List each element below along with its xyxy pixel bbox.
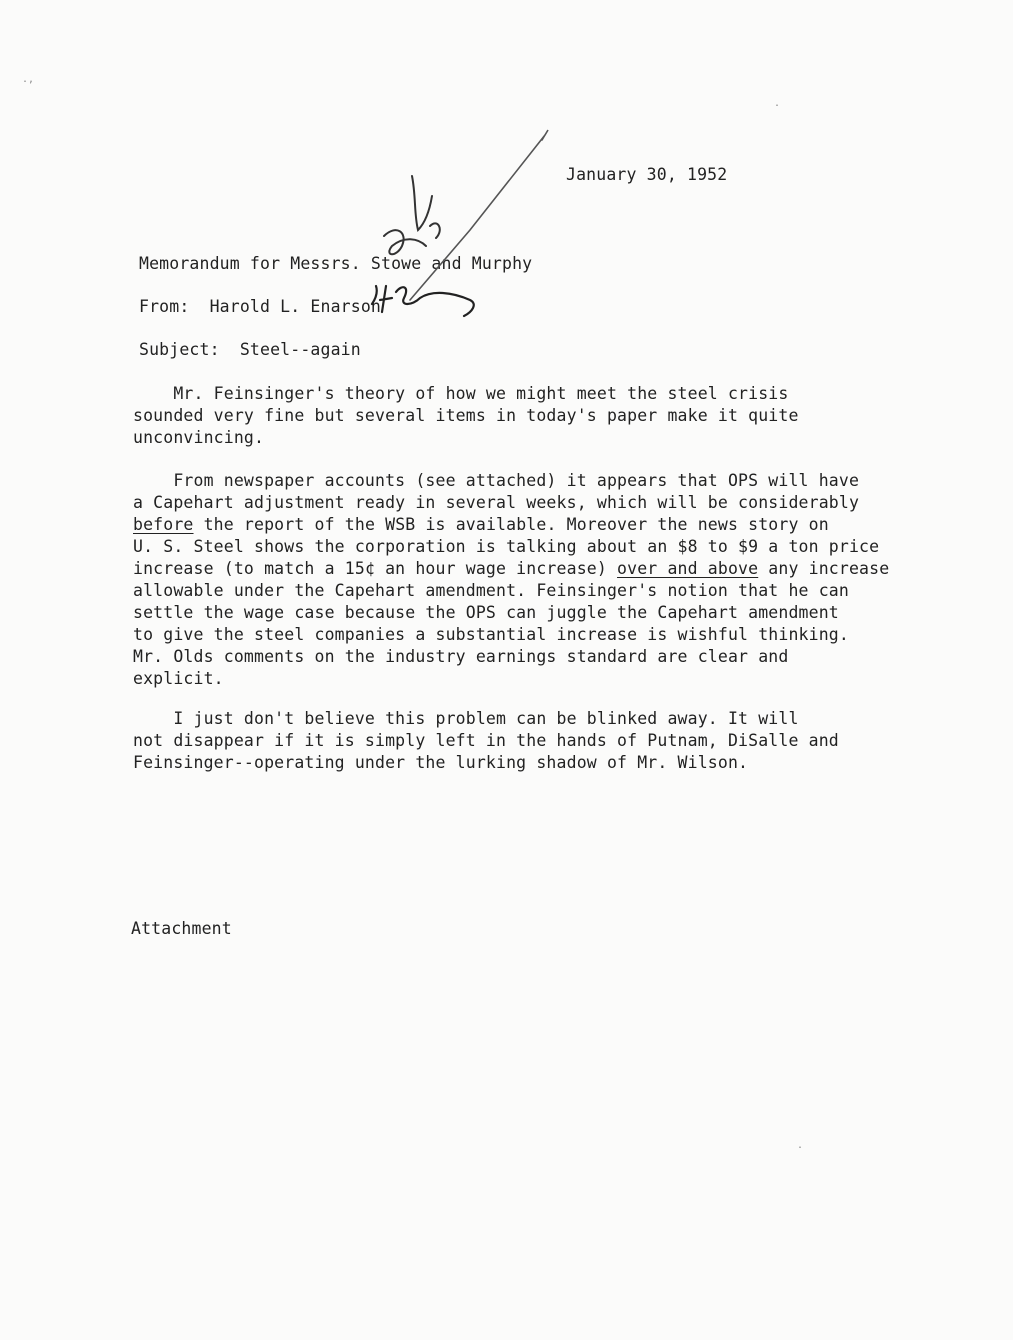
scan-speck: . [774, 98, 781, 109]
attachment-label: Attachment [131, 919, 232, 938]
paragraph-line [133, 558, 889, 580]
paragraph-line: not disappear if it is simply left in the hands of Putnam, DiSalle and [133, 731, 839, 750]
paragraph-line: unconvincing. [133, 428, 265, 447]
line-rest: the report of the WSB is available. Moreover the news story on [193, 515, 829, 534]
from-label: From: [139, 297, 190, 316]
paragraph-line [133, 514, 889, 536]
memo-date: January 30, 1952 [566, 165, 728, 184]
handwritten-initials-top [384, 176, 440, 254]
paragraph-3 [133, 708, 839, 774]
paragraph-line: allowable under the Capehart amendment. Feinsinger's notion that he can [133, 581, 849, 600]
paragraph-line: settle the wage case because the OPS can juggle the Capehart amendment [133, 603, 839, 622]
memo-addressees: Memorandum for Messrs. Stowe and Murphy [139, 254, 533, 273]
handwritten-signature-initials [372, 286, 474, 316]
underlined-text: before [133, 515, 194, 534]
memo-subject [139, 339, 361, 361]
paragraph-line: explicit. [133, 669, 224, 688]
subject-value: Steel--again [239, 340, 361, 359]
line-start: increase (to match a 15¢ an hour wage increase) [133, 559, 618, 578]
paragraph-line: Mr. Feinsinger's theory of how we might meet the steel crisis [133, 384, 789, 403]
scan-speck: . [797, 1140, 804, 1151]
paragraph-line: Mr. Olds comments on the industry earnings standard are clear and [133, 647, 789, 666]
scan-speck: ., [22, 74, 35, 85]
paragraph-line: I just don't believe this problem can be blinked away. It will [133, 709, 799, 728]
line-rest: any increase [758, 559, 890, 578]
paragraph-line: a Capehart adjustment ready in several weeks, which will be considerably [133, 493, 860, 512]
paragraph-1 [133, 383, 799, 449]
paragraph-2 [133, 470, 889, 690]
paragraph-line: to give the steel companies a substantial increase is wishful thinking. [133, 625, 849, 644]
paragraph-line: Feinsinger--operating under the lurking shadow of Mr. Wilson. [133, 753, 749, 772]
from-value: Harold L. Enarson [209, 297, 382, 316]
paragraph-line: From newspaper accounts (see attached) it appears that OPS will have [133, 471, 860, 490]
paragraph-line: sounded very fine but several items in today's paper make it quite [133, 406, 799, 425]
memo-from [139, 296, 381, 318]
underlined-text: over and above [617, 559, 759, 578]
paragraph-line: U. S. Steel shows the corporation is talking about an $8 to $9 a ton price [133, 537, 880, 556]
subject-label: Subject: [139, 340, 220, 359]
